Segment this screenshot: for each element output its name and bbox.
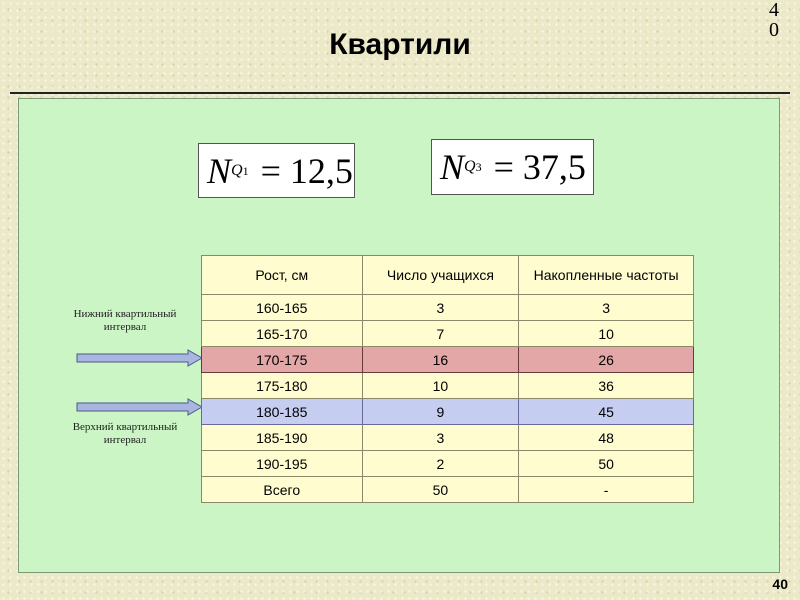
formula-subscript-index: 1 [242, 163, 249, 178]
cell-students: 50 [362, 477, 519, 503]
formula-subscript-index: 3 [475, 160, 482, 174]
cell-students: 2 [362, 451, 519, 477]
formula-subscript [464, 158, 482, 176]
header-students: Число учащихся [362, 256, 519, 295]
cell-cumulative: 48 [519, 425, 694, 451]
formula-nq3 [431, 139, 594, 195]
header-height: Рост, см [202, 256, 363, 295]
cell-students: 7 [362, 321, 519, 347]
table-row-upper-quartile [202, 399, 694, 425]
formula-value: = 12,5 [260, 150, 353, 191]
lower-quartile-arrow-icon [76, 349, 204, 367]
formula-nq1 [198, 143, 355, 198]
slide-number-bottom: 40 [772, 576, 788, 592]
upper-quartile-label: Верхний квартильный интервал [72, 421, 178, 446]
cell-cumulative: 50 [519, 451, 694, 477]
formula-symbol: N [207, 150, 232, 191]
formula-subscript-letter: Q [464, 158, 476, 175]
cell-cumulative: - [519, 477, 694, 503]
formula-subscript [231, 162, 249, 180]
upper-quartile-arrow-icon [76, 398, 204, 416]
slide-number-top: 40 [769, 0, 779, 41]
cell-height: 190-195 [202, 451, 363, 477]
table-row [202, 295, 694, 321]
cell-cumulative: 36 [519, 373, 694, 399]
cell-height: 160-165 [202, 295, 363, 321]
cell-height: 170-175 [202, 347, 363, 373]
header-cumulative: Накопленные частоты [519, 256, 694, 295]
table-row-total [202, 477, 694, 503]
lower-quartile-label: Нижний квартильный интервал [73, 308, 177, 333]
table-row [202, 373, 694, 399]
cell-height: 165-170 [202, 321, 363, 347]
cell-students: 16 [362, 347, 519, 373]
cell-cumulative: 45 [519, 399, 694, 425]
formula-value: = 37,5 [493, 147, 586, 187]
frequency-table [201, 255, 694, 503]
cell-height: 180-185 [202, 399, 363, 425]
cell-cumulative: 3 [519, 295, 694, 321]
cell-students: 3 [362, 295, 519, 321]
cell-students: 3 [362, 425, 519, 451]
cell-cumulative: 26 [519, 347, 694, 373]
table-row-lower-quartile [202, 347, 694, 373]
cell-height: Всего [202, 477, 363, 503]
table-row [202, 451, 694, 477]
formula-subscript-letter: Q [231, 161, 243, 179]
cell-students: 9 [362, 399, 519, 425]
formula-symbol: N [440, 147, 465, 187]
cell-students: 10 [362, 373, 519, 399]
cell-height: 175-180 [202, 373, 363, 399]
cell-cumulative: 10 [519, 321, 694, 347]
table-row [202, 425, 694, 451]
table-row [202, 321, 694, 347]
slide-title: Квартили [329, 28, 471, 61]
cell-height: 185-190 [202, 425, 363, 451]
title-divider [10, 92, 790, 94]
table-header-row [202, 256, 694, 295]
